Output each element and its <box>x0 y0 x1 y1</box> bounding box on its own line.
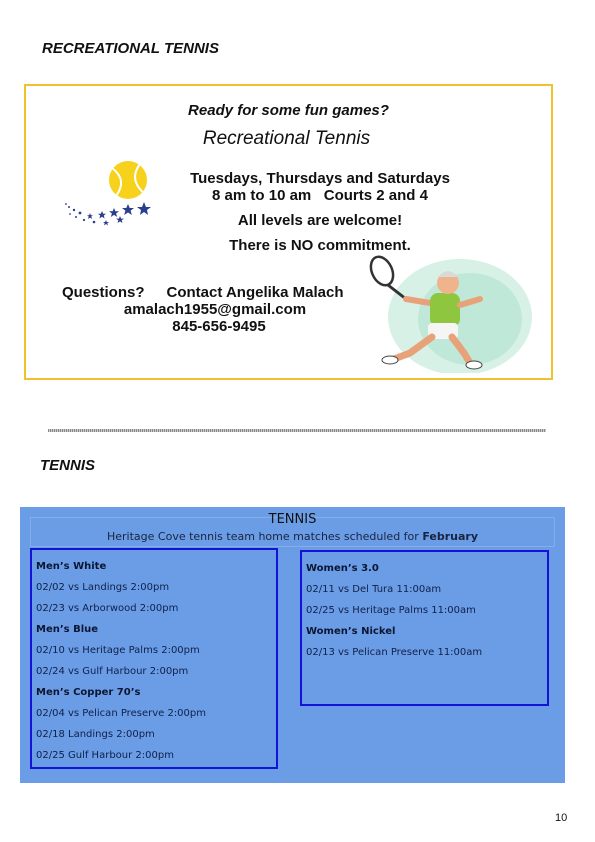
tennis-ball-stars-icon <box>56 158 156 230</box>
page-number: 10 <box>555 812 568 824</box>
contact-name: Contact Angelika Malach <box>166 284 344 301</box>
subtitle-text: Heritage Cove tennis team home matches scheduled for <box>107 530 419 543</box>
match-row: 02/10 vs Heritage Palms 2:00pm <box>36 645 200 656</box>
womens-teams-list <box>306 558 482 663</box>
section-title-tennis: TENNIS <box>40 457 96 474</box>
flyer-tagline: Ready for some fun games? <box>188 102 389 119</box>
flyer-commitment: There is NO commitment. <box>229 237 411 254</box>
section-title-recreational-tennis: RECREATIONAL TENNIS <box>42 40 219 57</box>
flyer-title: Recreational Tennis <box>202 128 371 149</box>
match-row: 02/13 vs Pelican Preserve 11:00am <box>306 647 483 658</box>
match-row: 02/18 Landings 2:00pm <box>36 729 155 740</box>
matches-subtitle <box>30 530 555 543</box>
mens-teams-list <box>36 556 206 766</box>
flyer-schedule-time: 8 am to 10 am Courts 2 and 4 <box>212 187 428 204</box>
match-row: 02/11 vs Del Tura 11:00am <box>306 584 442 595</box>
match-row: 02/04 vs Pelican Preserve 2:00pm <box>36 708 206 719</box>
questions-label: Questions? <box>62 284 145 301</box>
flyer-schedule-days: Tuesdays, Thursdays and Saturdays <box>190 170 450 187</box>
subtitle-month: February <box>422 530 478 543</box>
section-divider <box>48 429 546 432</box>
team-header-womens-nickel: Women’s Nickel <box>306 626 396 637</box>
contact-phone: 845-656-9495 <box>172 318 266 335</box>
match-row: 02/23 vs Arborwood 2:00pm <box>36 603 179 614</box>
team-header-womens-3: Women’s 3.0 <box>306 563 379 574</box>
contact-email: amalach1955@gmail.com <box>123 301 307 318</box>
team-header-mens-copper: Men’s Copper 70’s <box>36 687 141 698</box>
team-header-mens-white: Men’s White <box>36 561 107 572</box>
match-row: 02/25 Gulf Harbour 2:00pm <box>36 750 174 761</box>
match-row: 02/25 vs Heritage Palms 11:00am <box>306 605 476 616</box>
matches-heading: TENNIS <box>268 512 317 527</box>
team-header-mens-blue: Men’s Blue <box>36 624 99 635</box>
match-row: 02/24 vs Gulf Harbour 2:00pm <box>36 666 189 677</box>
flyer-levels: All levels are welcome! <box>237 212 403 229</box>
match-row: 02/02 vs Landings 2:00pm <box>36 582 170 593</box>
tennis-player-illustration <box>360 255 532 373</box>
flyer-questions <box>62 284 344 301</box>
